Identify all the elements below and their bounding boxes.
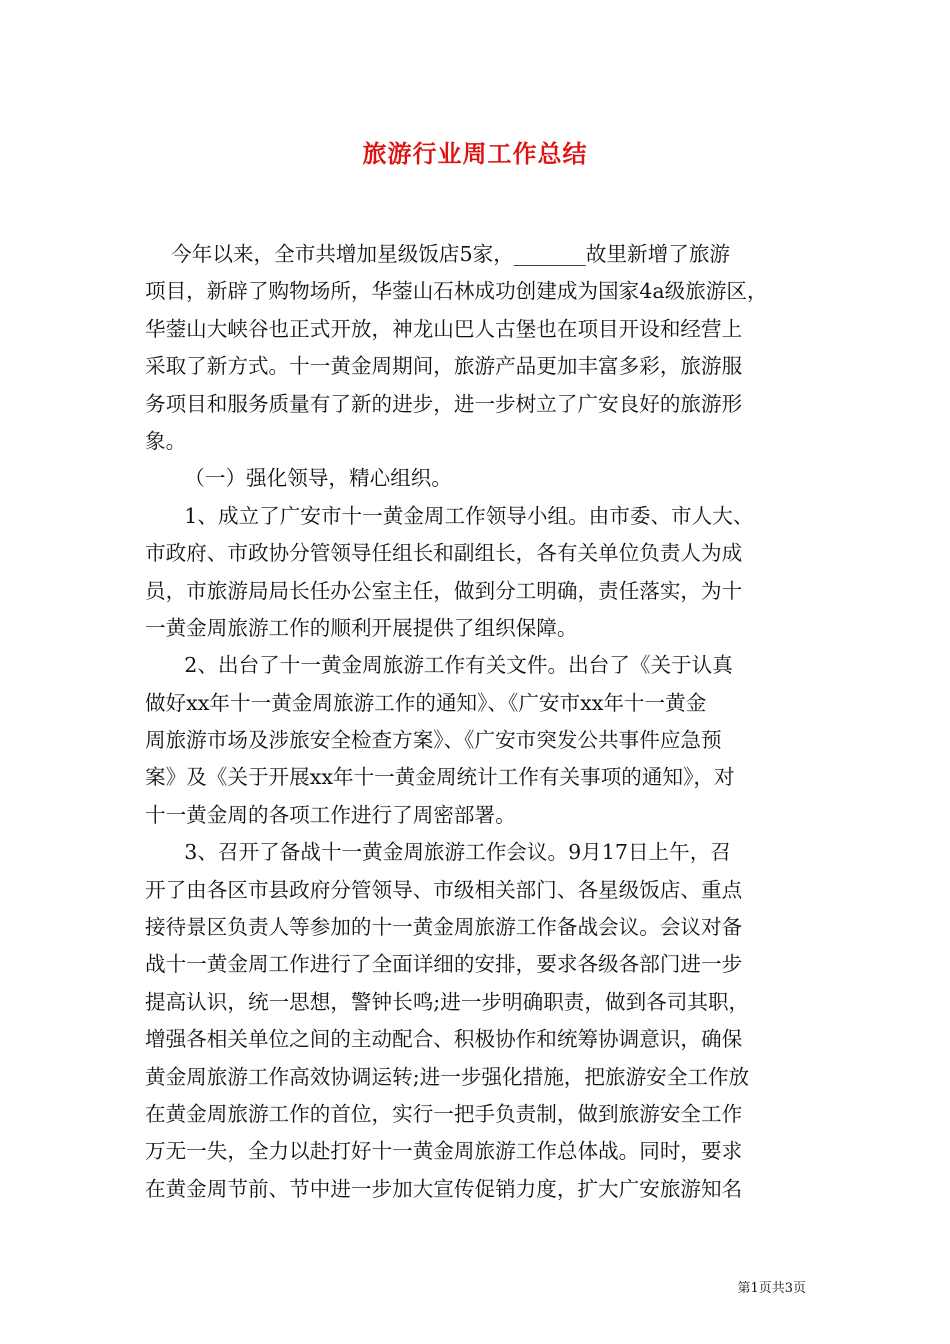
text-line: 十一黄金周的各项工作进行了周密部署。 <box>145 802 516 827</box>
text-line: 务项目和服务质量有了新的进步，进一步树立了广安良好的旅游形 <box>145 391 743 416</box>
text-line: 在黄金周节前、节中进一步加大宣传促销力度，扩大广安旅游知名 <box>145 1176 743 1201</box>
text-line: 象。 <box>145 428 187 453</box>
text-line: 提高认识，统一思想，警钟长鸣;进一步明确职责，做到各司其职， <box>145 989 750 1014</box>
document-title: 旅游行业周工作总结 <box>362 140 588 168</box>
text-line: 员，市旅游局局长任办公室主任，做到分工明确，责任落实，为十 <box>145 578 743 603</box>
text-line: 万无一失，全力以赴打好十一黄金周旅游工作总体战。同时，要求 <box>145 1139 743 1164</box>
text-line: 今年以来，全市共增加星级饭店5家，_______故里新增了旅游 <box>145 242 731 266</box>
text-line: 一黄金周旅游工作的顺利开展提供了组织保障。 <box>145 615 578 640</box>
text-line: 战十一黄金周工作进行了全面详细的安排，要求各级各部门进一步 <box>145 952 743 977</box>
text-line: 采取了新方式。十一黄金周期间，旅游产品更加丰富多彩，旅游服 <box>145 354 743 379</box>
document-body <box>145 236 805 1208</box>
text-line: 项目，新辟了购物场所，华蓥山石林成功创建成为国家4a级旅游区， <box>145 279 768 304</box>
text-line: 做好xx年十一黄金周旅游工作的通知》、《广安市xx年十一黄金 <box>145 690 707 715</box>
text-line: 华蓥山大峡谷也正式开放，神龙山巴人古堡也在项目开设和经营上 <box>145 316 743 341</box>
page-number: 第1页共3页 <box>737 1281 806 1296</box>
text-line: 市政府、市政协分管领导任组长和副组长，各有关单位负责人为成 <box>145 541 743 566</box>
text-line: 增强各相关单位之间的主动配合、积极协作和统筹协调意识，确保 <box>145 1027 743 1052</box>
text-line: 1、成立了广安市十一黄金周工作领导小组。由市委、市人大、 <box>145 503 754 528</box>
text-line: （一）强化领导，精心组织。 <box>145 466 452 491</box>
text-line: 黄金周旅游工作高效协调运转;进一步强化措施，把旅游安全工作放 <box>145 1064 750 1089</box>
text-line: 开了由各区市县政府分管领导、市级相关部门、各星级饭店、重点 <box>145 877 743 902</box>
text-line: 案》及《关于开展xx年十一黄金周统计工作有关事项的通知》，对 <box>145 765 735 790</box>
text-line: 在黄金周旅游工作的首位，实行一把手负责制，做到旅游安全工作 <box>145 1101 743 1126</box>
text-line: 2、出台了十一黄金周旅游工作有关文件。出台了《关于认真 <box>145 653 733 678</box>
text-line: 接待景区负责人等参加的十一黄金周旅游工作备战会议。会议对备 <box>145 915 743 940</box>
text-line: 周旅游市场及涉旅安全检查方案》、《广安市突发公共事件应急预 <box>145 728 722 753</box>
text-line: 3、召开了备战十一黄金周旅游工作会议。9月17日上午，召 <box>145 840 731 865</box>
